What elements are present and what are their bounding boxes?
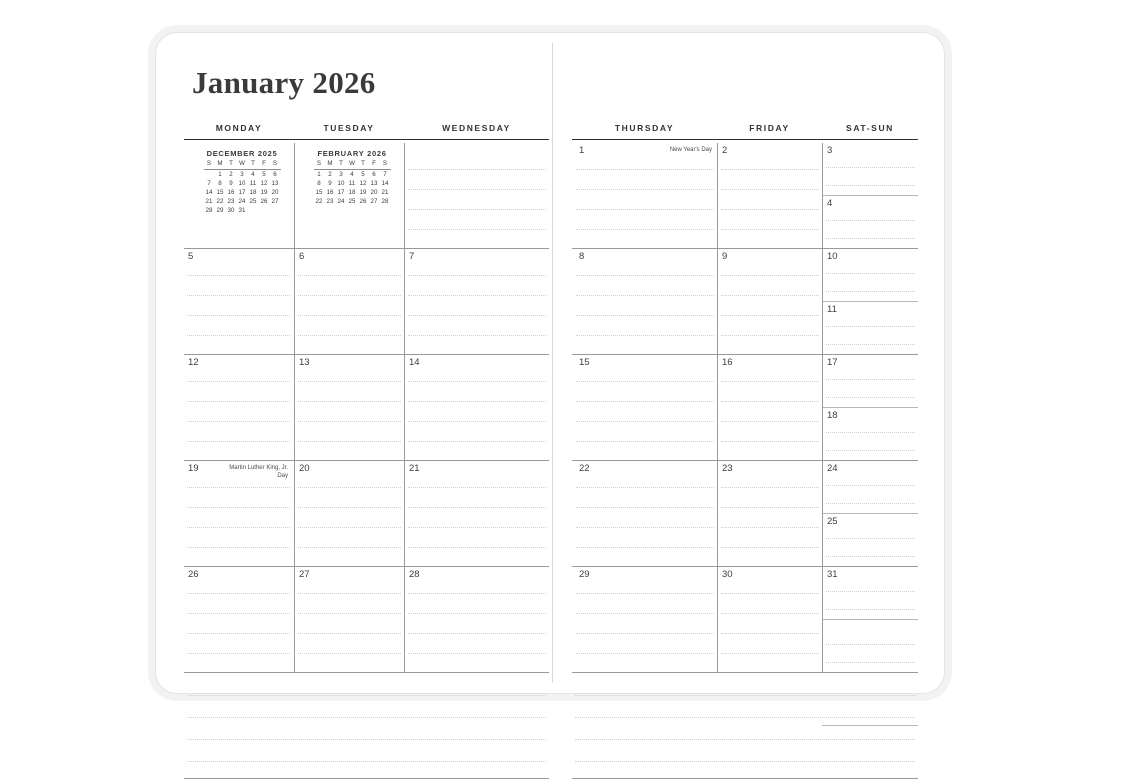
day-number: 3 bbox=[827, 145, 833, 156]
mini-day: 3 bbox=[339, 171, 343, 179]
mini-day: 5 bbox=[262, 171, 266, 179]
mini-day: 23 bbox=[326, 198, 334, 206]
mini-day: 13 bbox=[271, 180, 279, 188]
day-number: 8 bbox=[579, 251, 585, 262]
mini-dow: S bbox=[380, 160, 391, 170]
day-cell-21[interactable] bbox=[405, 461, 549, 566]
weekday-monday: MONDAY bbox=[215, 123, 263, 133]
day-number: 23 bbox=[722, 463, 733, 474]
mini-dow: W bbox=[347, 160, 358, 170]
day-cell-28[interactable] bbox=[405, 567, 549, 672]
day-number: 14 bbox=[409, 357, 420, 368]
day-number: 1 bbox=[579, 145, 585, 156]
mini-week-row bbox=[204, 189, 281, 198]
mini-day: 15 bbox=[315, 189, 323, 197]
planner-page bbox=[155, 32, 945, 694]
mini-week-row bbox=[204, 170, 281, 180]
day-cell-1[interactable] bbox=[573, 143, 717, 248]
day-number: 4 bbox=[827, 198, 833, 209]
day-cell-17[interactable] bbox=[823, 355, 918, 407]
day-cell-16[interactable] bbox=[718, 355, 822, 460]
mini-day: 4 bbox=[350, 171, 354, 179]
day-number: 21 bbox=[409, 463, 420, 474]
day-cell-3[interactable] bbox=[823, 143, 918, 195]
day-number: 26 bbox=[188, 569, 199, 580]
mini-day: 23 bbox=[227, 198, 235, 206]
day-cell-10[interactable] bbox=[823, 249, 918, 301]
mini-day: 22 bbox=[216, 198, 224, 206]
mini-day: 25 bbox=[249, 198, 257, 206]
day-cell-20[interactable] bbox=[295, 461, 404, 566]
mini-week-row bbox=[204, 198, 281, 207]
mini-day: 26 bbox=[359, 198, 367, 206]
mini-calendar-table bbox=[314, 160, 391, 207]
mini-day: 14 bbox=[205, 189, 213, 197]
day-number: 7 bbox=[409, 251, 415, 262]
day-number: 28 bbox=[409, 569, 420, 580]
day-cell-11[interactable] bbox=[823, 302, 918, 354]
mini-dow: W bbox=[237, 160, 248, 170]
mini-day: 4 bbox=[251, 171, 255, 179]
day-number: 6 bbox=[299, 251, 305, 262]
mini-day: 6 bbox=[273, 171, 277, 179]
mini-day: 25 bbox=[348, 198, 356, 206]
mini-day: 7 bbox=[207, 180, 211, 188]
mini-week-row bbox=[204, 207, 281, 216]
day-cell-empty-wed[interactable] bbox=[405, 143, 549, 248]
day-cell-29[interactable] bbox=[573, 567, 717, 672]
day-number: 30 bbox=[722, 569, 733, 580]
day-number: 9 bbox=[722, 251, 728, 262]
day-cell-7[interactable] bbox=[405, 249, 549, 354]
mini-day: 20 bbox=[370, 189, 378, 197]
mini-day: 13 bbox=[370, 180, 378, 188]
mini-dow: T bbox=[358, 160, 369, 170]
weekday-thursday: THURSDAY bbox=[614, 123, 675, 133]
mini-dow: S bbox=[270, 160, 281, 170]
planner-content bbox=[184, 55, 916, 671]
day-number: 25 bbox=[827, 516, 838, 527]
mini-day: 30 bbox=[227, 207, 235, 215]
mini-day bbox=[204, 170, 215, 180]
mini-day: 27 bbox=[370, 198, 378, 206]
mini-dow: T bbox=[336, 160, 347, 170]
day-number: 2 bbox=[722, 145, 728, 156]
day-number: 19 bbox=[188, 463, 199, 474]
mini-dow: M bbox=[215, 160, 226, 170]
mini-day: 28 bbox=[381, 198, 389, 206]
mini-day: 21 bbox=[381, 189, 389, 197]
day-cell-14[interactable] bbox=[405, 355, 549, 460]
notes-area-left[interactable] bbox=[184, 673, 549, 778]
mini-day: 16 bbox=[227, 189, 235, 197]
day-cell-26[interactable] bbox=[184, 567, 293, 672]
day-cell-24[interactable] bbox=[823, 461, 918, 513]
day-cell-2[interactable] bbox=[718, 143, 822, 248]
weekday-rule-left bbox=[184, 139, 549, 140]
mini-day: 15 bbox=[216, 189, 224, 197]
day-number: 16 bbox=[722, 357, 733, 368]
mini-day: 28 bbox=[205, 207, 213, 215]
day-number: 11 bbox=[827, 304, 837, 315]
mini-calendar-february-2026 bbox=[302, 149, 402, 207]
mini-calendar-table bbox=[204, 160, 281, 216]
day-cell-31[interactable] bbox=[823, 567, 918, 619]
mini-day: 7 bbox=[383, 171, 387, 179]
day-cell-22[interactable] bbox=[573, 461, 717, 566]
mini-day: 20 bbox=[271, 189, 279, 197]
mini-day: 26 bbox=[260, 198, 268, 206]
day-cell-empty-sun[interactable] bbox=[823, 620, 918, 672]
day-cell-15[interactable] bbox=[573, 355, 717, 460]
mini-day: 2 bbox=[328, 171, 332, 179]
weekday-rule-right bbox=[572, 139, 918, 140]
mini-day: 16 bbox=[326, 189, 334, 197]
mini-day: 11 bbox=[348, 180, 356, 188]
mini-week-row bbox=[314, 198, 391, 207]
mini-day: 9 bbox=[328, 180, 332, 188]
day-number: 5 bbox=[188, 251, 194, 262]
mini-day: 31 bbox=[238, 207, 246, 215]
mini-day: 10 bbox=[238, 180, 246, 188]
mini-day: 22 bbox=[315, 198, 323, 206]
mini-day: 21 bbox=[205, 198, 213, 206]
page-title: January 2026 bbox=[192, 65, 376, 100]
mini-dow: F bbox=[369, 160, 380, 170]
day-number: 13 bbox=[299, 357, 310, 368]
day-cell-18[interactable] bbox=[823, 408, 918, 460]
mini-dow: M bbox=[325, 160, 336, 170]
mini-day: 12 bbox=[260, 180, 268, 188]
mini-day: 24 bbox=[337, 198, 345, 206]
day-number: 12 bbox=[188, 357, 199, 368]
calendar-grid bbox=[184, 143, 916, 671]
mini-day: 17 bbox=[238, 189, 246, 197]
mini-day: 14 bbox=[381, 180, 389, 188]
mini-calendar-december-2025 bbox=[192, 149, 292, 216]
mini-day bbox=[270, 207, 281, 216]
mini-day: 19 bbox=[359, 189, 367, 197]
mini-week-row bbox=[314, 189, 391, 198]
mini-day: 18 bbox=[249, 189, 257, 197]
mini-day: 12 bbox=[359, 180, 367, 188]
mini-dow: S bbox=[204, 160, 215, 170]
day-cell-8[interactable] bbox=[573, 249, 717, 354]
day-cell-30[interactable] bbox=[718, 567, 822, 672]
weekday-tuesday: TUESDAY bbox=[323, 123, 375, 133]
day-number: 17 bbox=[827, 357, 838, 368]
day-cell-5[interactable] bbox=[184, 249, 293, 354]
day-cell-27[interactable] bbox=[295, 567, 404, 672]
day-number: 31 bbox=[827, 569, 838, 580]
notes-area-right[interactable] bbox=[572, 673, 918, 778]
mini-day: 6 bbox=[372, 171, 376, 179]
mini-week-row bbox=[314, 170, 391, 180]
weekday-header-row bbox=[184, 123, 916, 143]
mini-calendar-title: DECEMBER 2025 bbox=[206, 149, 278, 158]
mini-day: 24 bbox=[238, 198, 246, 206]
weekday-sat-sun: SAT-SUN bbox=[846, 123, 894, 133]
mini-day: 18 bbox=[348, 189, 356, 197]
weekday-friday: FRIDAY bbox=[749, 123, 790, 133]
mini-week-row bbox=[204, 180, 281, 189]
day-number: 27 bbox=[299, 569, 310, 580]
mini-day: 8 bbox=[317, 180, 321, 188]
day-number: 22 bbox=[579, 463, 590, 474]
mini-dow: S bbox=[314, 160, 325, 170]
day-cell-12[interactable] bbox=[184, 355, 293, 460]
mini-calendar-title: FEBRUARY 2026 bbox=[317, 149, 387, 158]
mini-dow: T bbox=[248, 160, 259, 170]
mini-day: 29 bbox=[216, 207, 224, 215]
day-cell-6[interactable] bbox=[295, 249, 404, 354]
mini-day: 10 bbox=[337, 180, 345, 188]
mini-dow: T bbox=[226, 160, 237, 170]
holiday-label: Martin Luther King, Jr. Day bbox=[229, 465, 288, 480]
day-cell-9[interactable] bbox=[718, 249, 822, 354]
mini-day: 11 bbox=[249, 180, 257, 188]
holiday-label: New Year's Day bbox=[669, 147, 712, 153]
mini-week-row bbox=[314, 180, 391, 189]
day-number: 15 bbox=[579, 357, 590, 368]
mini-day: 17 bbox=[337, 189, 345, 197]
day-number: 20 bbox=[299, 463, 310, 474]
day-number: 29 bbox=[579, 569, 590, 580]
mini-day: 2 bbox=[229, 171, 233, 179]
day-cell-19[interactable] bbox=[184, 461, 293, 566]
mini-dow: F bbox=[259, 160, 270, 170]
mini-day: 1 bbox=[317, 171, 321, 179]
weekday-wednesday: WEDNESDAY bbox=[442, 123, 511, 133]
mini-day: 9 bbox=[229, 180, 233, 188]
mini-day bbox=[259, 207, 270, 216]
mini-day: 3 bbox=[240, 171, 244, 179]
mini-day: 5 bbox=[361, 171, 365, 179]
mini-day: 19 bbox=[260, 189, 268, 197]
day-number: 18 bbox=[827, 410, 838, 421]
day-cell-13[interactable] bbox=[295, 355, 404, 460]
mini-day: 27 bbox=[271, 198, 279, 206]
mini-day bbox=[248, 207, 259, 216]
day-cell-25[interactable] bbox=[823, 514, 918, 566]
day-cell-4[interactable] bbox=[823, 196, 918, 248]
mini-day: 1 bbox=[218, 171, 222, 179]
day-cell-23[interactable] bbox=[718, 461, 822, 566]
day-number: 24 bbox=[827, 463, 838, 474]
day-number: 10 bbox=[827, 251, 838, 262]
mini-day: 8 bbox=[218, 180, 222, 188]
